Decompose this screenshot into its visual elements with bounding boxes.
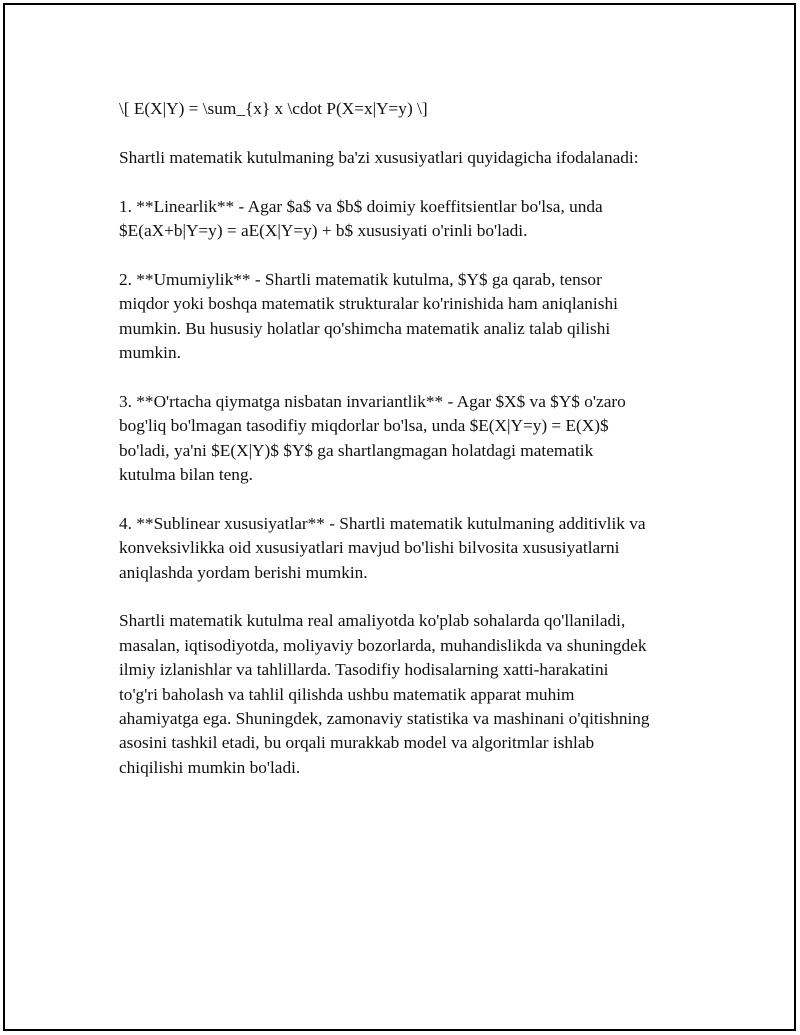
conclusion-paragraph: Shartli matematik kutulma real amaliyotda ko'plab sohalarda qo'llaniladi, masalan, iqtisodiyotda, moliyaviy bozorlarda, muhandislikda va shuningdek ilmiy izlanishlar va tahlillarda. Tasodifiy hodisalarning xatti-harakatini to'g'ri baholash va tahlil qilishda ushbu matematik apparat muhim ahamiyatga ega. Shuningdek, zamonaviy statistika va mashinani o'qitishning asosini tashkil etadi, bu orqali murakkab model va algoritmlar ishlab chiqilishi mumkin bo'ladi.: [119, 611, 650, 777]
intro-paragraph: Shartli matematik kutulmaning ba'zi xususiyatlari quyidagicha ifodalanadi:: [119, 147, 639, 167]
property-linearity: 1. **Linearlik** - Agar $a$ va $b$ doimiy koeffitsientlar bo'lsa, unda $E(aX+b|Y=y) = aE(X|Y=y) + b$ xususiyati o'rinli bo'ladi.: [119, 196, 603, 240]
formula-line: \[ E(X|Y) = \sum_{x} x \cdot P(X=x|Y=y) \]: [119, 99, 428, 118]
page-frame: [3, 3, 796, 1031]
property-invariance: 3. **O'rtacha qiymatga nisbatan invariantlik** - Agar $X$ va $Y$ o'zaro bog'liq bo'lmagan tasodifiy miqdorlar bo'lsa, unda $E(X|Y=y) = E(X)$ bo'ladi, ya'ni $E(X|Y)$ $Y$ ga shartlangmagan holatdagi matematik kutulma bilan teng.: [119, 391, 626, 485]
property-sublinear: 4. **Sublinear xususiyatlar** - Shartli matematik kutulmaning additivlik va konveksivlikka oid xususiyatlari mavjud bo'lishi bilvosita xususiyatlarni aniqlashda yordam berishi mumkin.: [119, 513, 646, 582]
property-generality: 2. **Umumiylik** - Shartli matematik kutulma, $Y$ ga qarab, tensor miqdor yoki boshqa matematik strukturalar ko'rinishida ham aniqlanishi mumkin. Bu hususiy holatlar qo'shimcha matematik analiz talab qilishi mumkin.: [119, 269, 618, 363]
document-body: [119, 97, 699, 805]
